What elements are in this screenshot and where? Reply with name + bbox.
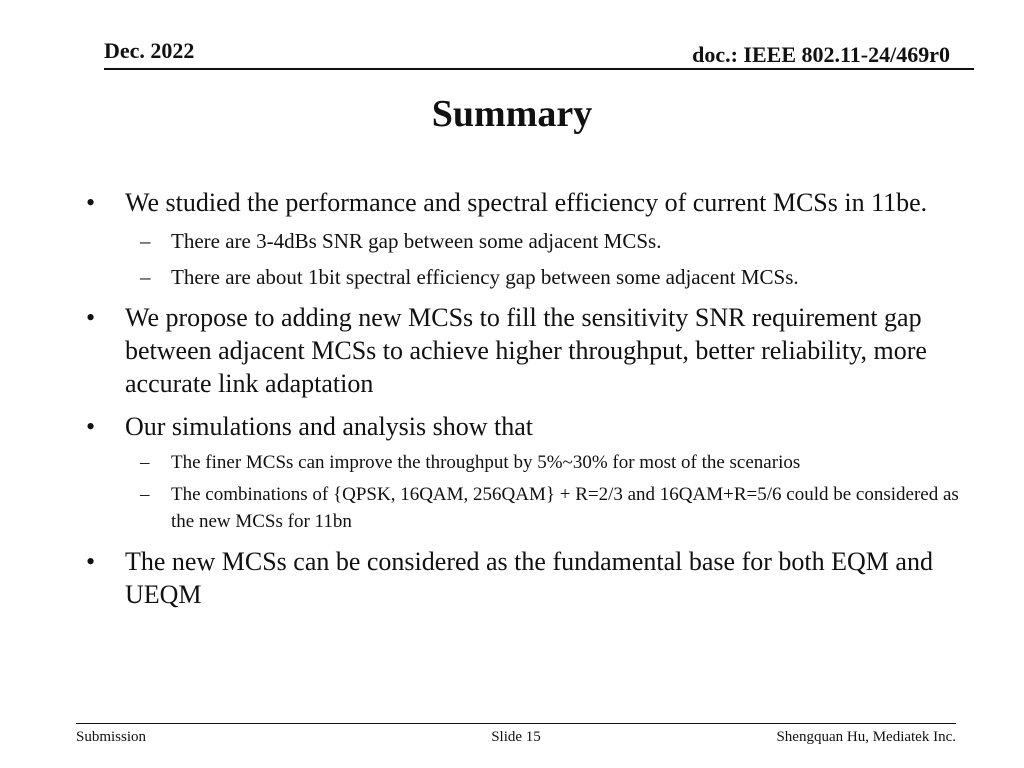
bullet-text: Our simulations and analysis show that: [125, 412, 534, 441]
slide-title: Summary: [431, 93, 593, 135]
bullet-item: [82, 410, 962, 535]
bullet-text: We propose to adding new MCSs to fill the sensitivity SNR requirement gap between adjacent MCSs to achieve higher throughput, better reliability, more accurate link adaptation: [125, 303, 927, 398]
bullet-icon: •: [86, 188, 96, 217]
sub-bullet-item: [82, 263, 962, 291]
dash-icon: –: [140, 484, 150, 505]
bullet-item: [82, 301, 962, 400]
bullet-item: [82, 186, 962, 291]
bullet-icon: •: [86, 303, 96, 332]
footer-submission: Submission: [76, 729, 147, 745]
footer-slide-number: Slide 15: [491, 729, 541, 745]
dash-icon: –: [140, 229, 151, 253]
slide-body: [82, 186, 962, 611]
dash-icon: –: [140, 265, 151, 289]
sub-bullet-item: [82, 449, 962, 476]
bullet-icon: •: [86, 412, 96, 441]
header-divider: [104, 68, 974, 70]
header-date: Dec. 2022: [104, 38, 195, 63]
sub-bullet-text: The finer MCSs can improve the throughput by 5%~30% for most of the scenarios: [171, 452, 801, 473]
sub-bullet-item: [82, 227, 962, 255]
sub-bullet-text: The combinations of {QPSK, 16QAM, 256QAM} + R=2/3 and 16QAM+R=5/6 could be considered as the new MCSs for 11bn: [171, 484, 959, 532]
sub-list: [125, 227, 962, 291]
sub-bullet-text: There are about 1bit spectral efficiency gap between some adjacent MCSs.: [171, 265, 799, 289]
header-doc-id: doc.: IEEE 802.11-24/469r0: [692, 42, 950, 67]
sub-bullet-item: [82, 481, 962, 535]
bullet-icon: •: [86, 547, 96, 576]
footer-author: Shengquan Hu, Mediatek Inc.: [776, 729, 956, 745]
bullet-text: We studied the performance and spectral efficiency of current MCSs in 11be.: [125, 188, 928, 217]
bullet-text: The new MCSs can be considered as the fundamental base for both EQM and UEQM: [125, 547, 933, 609]
dash-icon: –: [140, 452, 150, 473]
footer-divider: [76, 723, 956, 724]
bullet-item: [82, 545, 962, 611]
sub-bullet-text: There are 3-4dBs SNR gap between some adjacent MCSs.: [171, 229, 662, 253]
sub-list: [125, 449, 962, 535]
